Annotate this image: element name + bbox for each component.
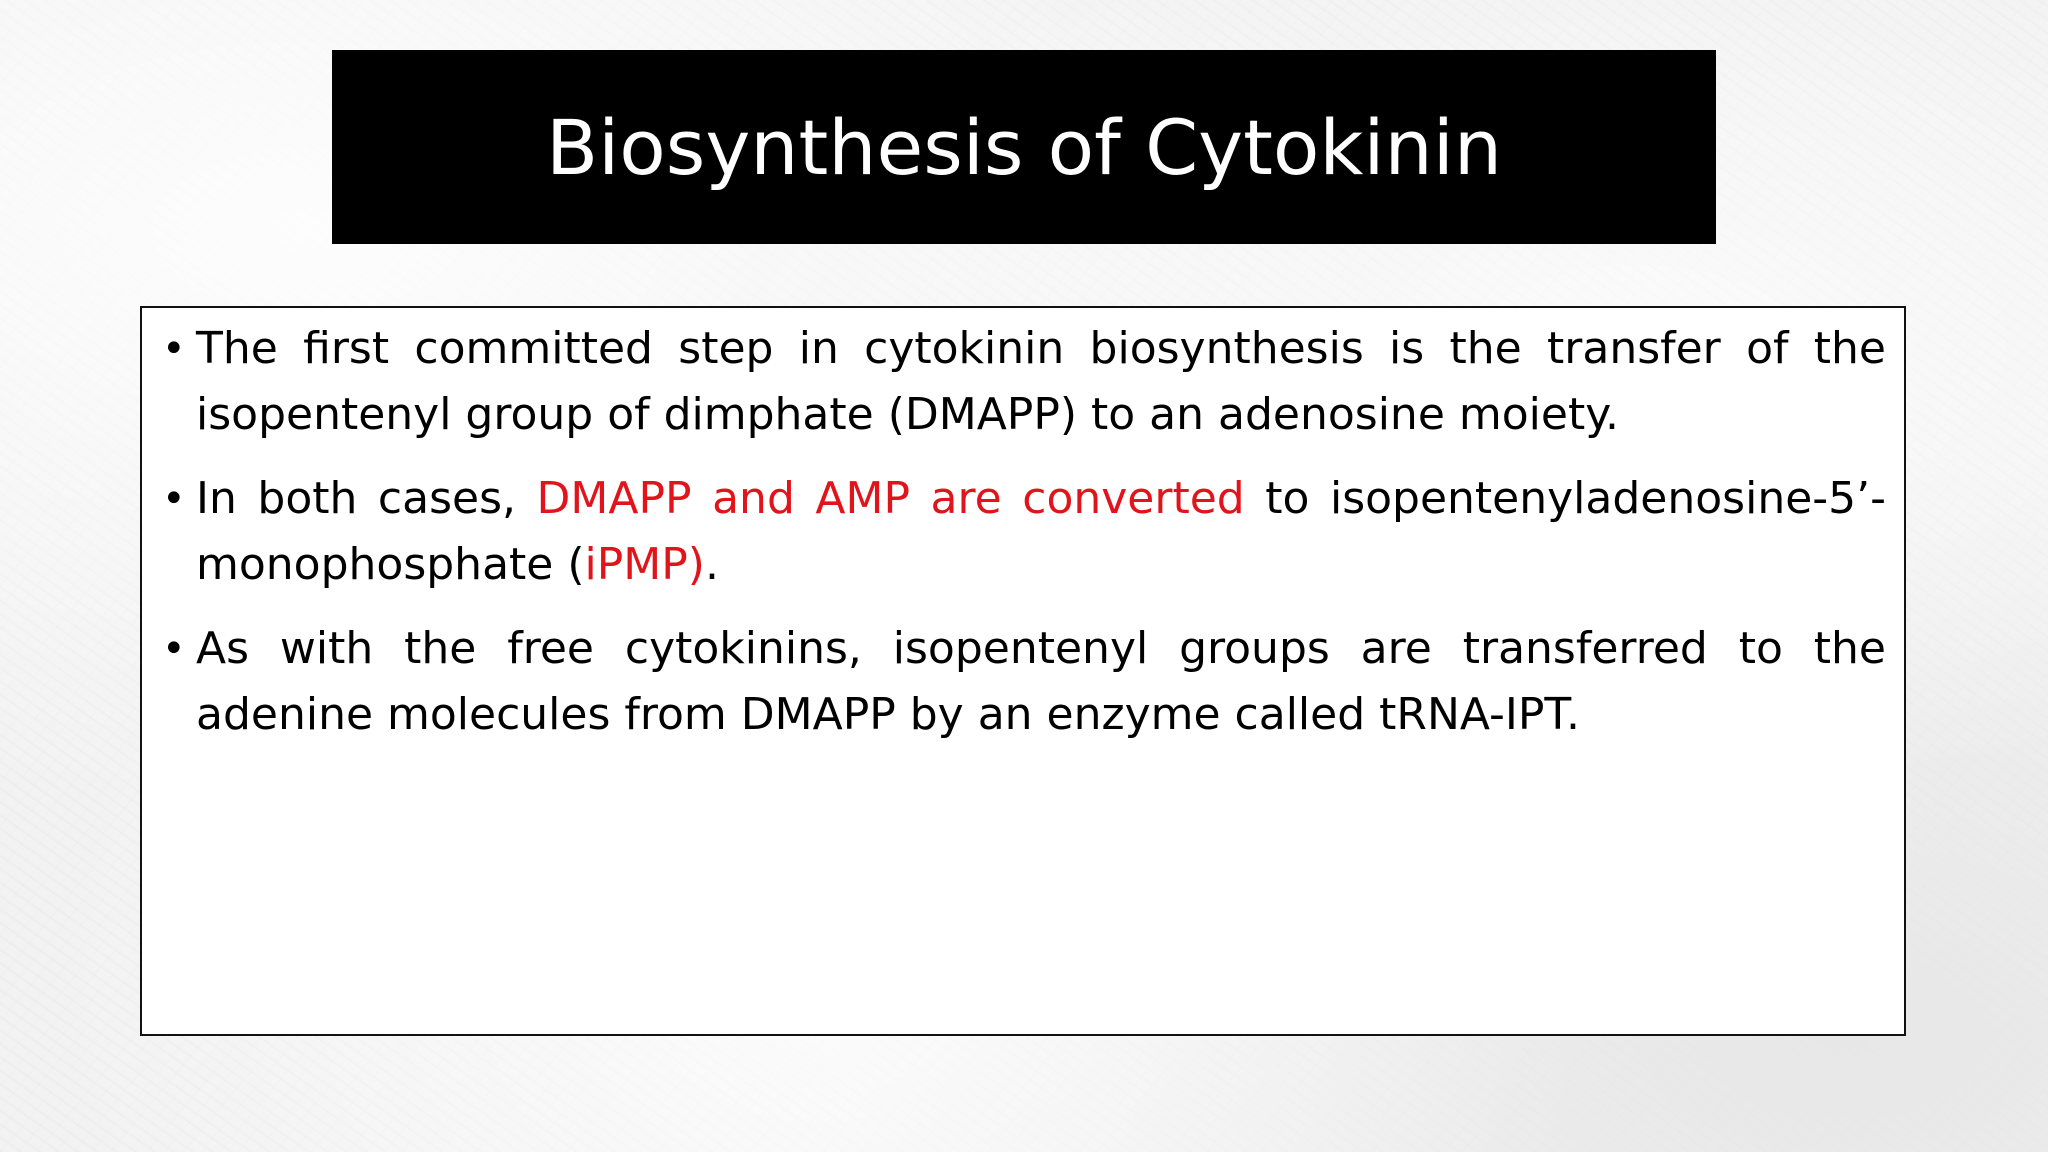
bullet-2-part-2: to isopentenyladenosine-5’-monophosphate (: [196, 473, 1887, 590]
bullet-text-2: [196, 466, 1886, 598]
bullet-2-part-3: .: [704, 539, 719, 590]
bullet-text-3: As with the free cytokinins, isopentenyl groups are transferred to the adenine molecules from DMAPP by an enzyme called tRNA-IPT.: [196, 623, 1886, 740]
bullet-dot-icon: •: [162, 476, 186, 522]
bullet-2-part-1: In both cases,: [196, 473, 537, 524]
content-box: [140, 306, 1906, 1036]
bullet-dot-icon: •: [162, 326, 186, 372]
slide-title: Biosynthesis of Cytokinin: [545, 102, 1502, 192]
slide-title-bar: [332, 50, 1716, 244]
bullet-2-highlight-2: iPMP): [584, 539, 705, 590]
bullet-2-highlight-1: DMAPP and AMP are converted: [536, 473, 1245, 524]
bullet-text-1: The first committed step in cytokinin biosynthesis is the transfer of the isopentenyl group of dimphate (DMAPP) to an adenosine moiety.: [196, 323, 1886, 440]
bullet-dot-icon: •: [162, 626, 186, 672]
